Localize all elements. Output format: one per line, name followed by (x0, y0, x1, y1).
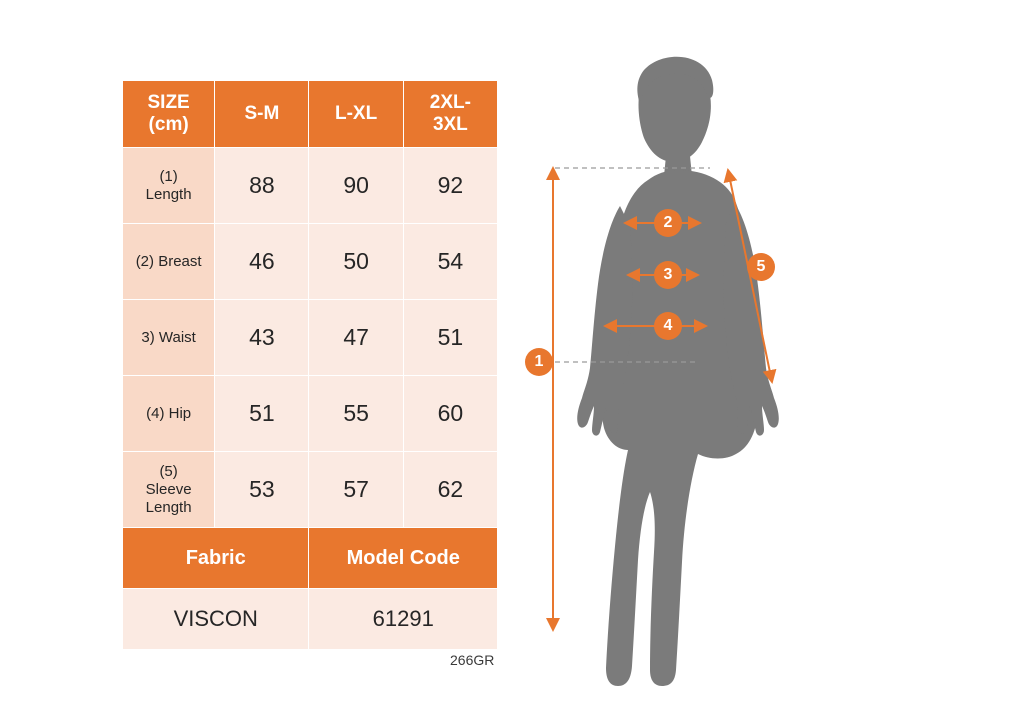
badge-4-hip: 4 (654, 312, 682, 340)
header-size-line2: (cm) (148, 114, 189, 135)
cell-sleeve-sm: 53 (215, 452, 309, 528)
cell-hip-sm: 51 (215, 376, 309, 452)
cell-hip-lxl: 55 (309, 376, 403, 452)
footer-value-model-code: 61291 (309, 589, 498, 650)
cell-length-sm: 88 (215, 148, 309, 224)
table-row (123, 300, 498, 376)
table-row (123, 452, 498, 528)
row-label-sleeve-length (123, 452, 215, 528)
table-row (123, 148, 498, 224)
table-footer-value-row (123, 589, 498, 650)
header-col-2xl3xl-line2: 3XL (432, 114, 468, 135)
cell-sleeve-2xl3xl: 62 (403, 452, 497, 528)
row-label-length (123, 148, 215, 224)
size-chart-table (122, 80, 498, 650)
footer-header-model-code: Model Code (309, 528, 498, 589)
badge-3-waist: 3 (654, 261, 682, 289)
product-code-note: 266GR (450, 652, 495, 668)
row-label-hip: (4) Hip (123, 376, 215, 452)
cell-waist-lxl: 47 (309, 300, 403, 376)
row-label-breast: (2) Breast (123, 224, 215, 300)
cell-length-2xl3xl: 92 (403, 148, 497, 224)
figure-svg (520, 30, 1020, 700)
row-label-waist: 3) Waist (123, 300, 215, 376)
table-header-row (123, 81, 498, 148)
badge-2-breast: 2 (654, 209, 682, 237)
cell-waist-2xl3xl: 51 (403, 300, 497, 376)
cell-sleeve-lxl: 57 (309, 452, 403, 528)
table-row (123, 224, 498, 300)
row-label-sleeve-line2: Sleeve (145, 480, 192, 498)
header-col-lxl: L-XL (309, 81, 403, 148)
badge-1-length: 1 (525, 348, 553, 376)
row-label-sleeve-line3: Length (145, 498, 192, 516)
header-col-2xl3xl (403, 81, 497, 148)
header-col-sm: S-M (215, 81, 309, 148)
measurement-figure (520, 30, 1020, 700)
badge-5-sleeve-length: 5 (747, 253, 775, 281)
footer-value-fabric: VISCON (123, 589, 309, 650)
row-label-length-line1: (1) (159, 167, 178, 185)
cell-breast-sm: 46 (215, 224, 309, 300)
cell-breast-2xl3xl: 54 (403, 224, 497, 300)
row-label-length-line2: Length (145, 185, 192, 203)
cell-hip-2xl3xl: 60 (403, 376, 497, 452)
footer-header-fabric: Fabric (123, 528, 309, 589)
table-row (123, 376, 498, 452)
cell-waist-sm: 43 (215, 300, 309, 376)
woman-silhouette-icon (577, 57, 779, 686)
cell-breast-lxl: 50 (309, 224, 403, 300)
row-label-sleeve-line1: (5) (159, 462, 178, 480)
cell-length-lxl: 90 (309, 148, 403, 224)
header-size-line1: SIZE (147, 92, 190, 114)
header-col-2xl3xl-line1: 2XL- (429, 92, 471, 114)
table-footer-header-row (123, 528, 498, 589)
header-size-label (123, 81, 215, 148)
